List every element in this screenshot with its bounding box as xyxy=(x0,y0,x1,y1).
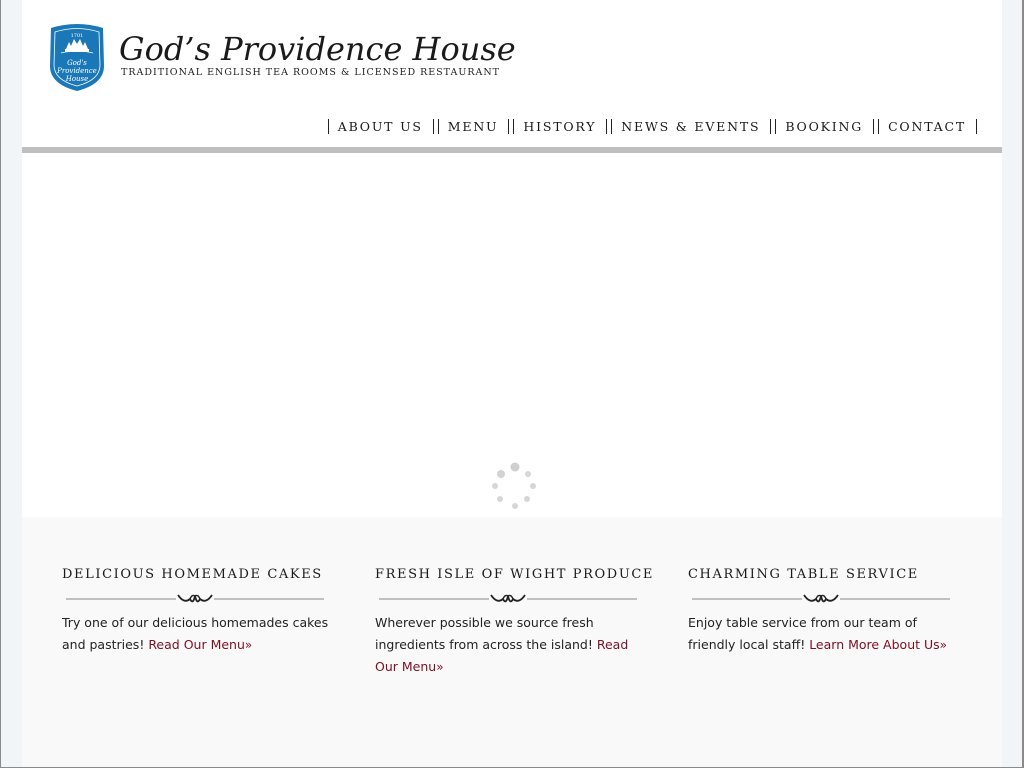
nav-separator xyxy=(328,119,329,134)
feature-description xyxy=(375,612,650,678)
link-label: Read Our Menu xyxy=(148,637,245,652)
window-border-left xyxy=(0,0,1,768)
main-nav xyxy=(327,119,980,134)
nav-separator xyxy=(611,119,612,134)
badge-line3: House xyxy=(65,75,89,83)
loading-spinner-icon xyxy=(489,460,539,510)
nav-item-booking[interactable]: BOOKING xyxy=(785,119,864,134)
double-chevron-right-icon: » xyxy=(436,660,444,674)
nav-item-about-us[interactable]: ABOUT US xyxy=(337,119,423,134)
shield-logo-icon xyxy=(47,22,107,92)
feature-text: Enjoy table service from our team of friendly local staff! xyxy=(688,615,917,652)
nav-separator xyxy=(606,119,607,134)
nav-item-contact[interactable]: CONTACT xyxy=(888,119,966,134)
nav-item-menu[interactable]: MENU xyxy=(447,119,499,134)
feature-title: DELICIOUS HOMEMADE CAKES xyxy=(62,567,323,582)
nav-separator xyxy=(433,119,434,134)
double-chevron-right-icon: » xyxy=(939,638,947,652)
nav-item-news-events[interactable]: NEWS & EVENTS xyxy=(621,119,761,134)
badge-line1: God's xyxy=(67,59,87,67)
badge-year: 1701 xyxy=(70,33,84,39)
image-slider[interactable] xyxy=(22,153,1002,517)
nav-separator xyxy=(775,119,776,134)
nav-separator xyxy=(438,119,439,134)
feature-description xyxy=(688,612,963,656)
nav-separator xyxy=(513,119,514,134)
ornamental-divider-icon xyxy=(379,592,637,606)
ornamental-divider-icon xyxy=(66,592,324,606)
site-header xyxy=(22,0,1002,147)
nav-separator xyxy=(770,119,771,134)
site-title[interactable]: God’s Providence House xyxy=(119,30,516,68)
read-our-menu-link[interactable] xyxy=(148,637,252,652)
feature-homemade-cakes xyxy=(62,567,337,656)
ornamental-divider-icon xyxy=(692,592,950,606)
site-tagline: TRADITIONAL ENGLISH TEA ROOMS & LICENSED RESTAURANT xyxy=(121,67,501,78)
features-section xyxy=(22,517,1002,768)
double-chevron-right-icon: » xyxy=(244,638,253,652)
feature-text: Try one of our delicious homemades cakes and pastries! xyxy=(62,615,329,652)
nav-separator xyxy=(976,119,977,134)
feature-table-service xyxy=(688,567,963,656)
feature-description xyxy=(62,612,337,656)
feature-text: Wherever possible we source fresh ingredients from across the island! xyxy=(375,615,594,652)
feature-isle-of-wight-produce xyxy=(375,567,655,678)
page-container xyxy=(22,0,1002,768)
nav-separator xyxy=(873,119,874,134)
link-label: Read Our Menu xyxy=(375,637,629,674)
learn-more-about-us-link[interactable] xyxy=(809,637,947,652)
nav-separator xyxy=(508,119,509,134)
badge-line2: Providence xyxy=(57,67,97,75)
feature-title: FRESH ISLE OF WIGHT PRODUCE xyxy=(375,567,655,582)
feature-title: CHARMING TABLE SERVICE xyxy=(688,567,919,582)
nav-item-history[interactable]: HISTORY xyxy=(523,119,597,134)
link-label: Learn More About Us xyxy=(809,637,940,652)
nav-separator xyxy=(878,119,879,134)
